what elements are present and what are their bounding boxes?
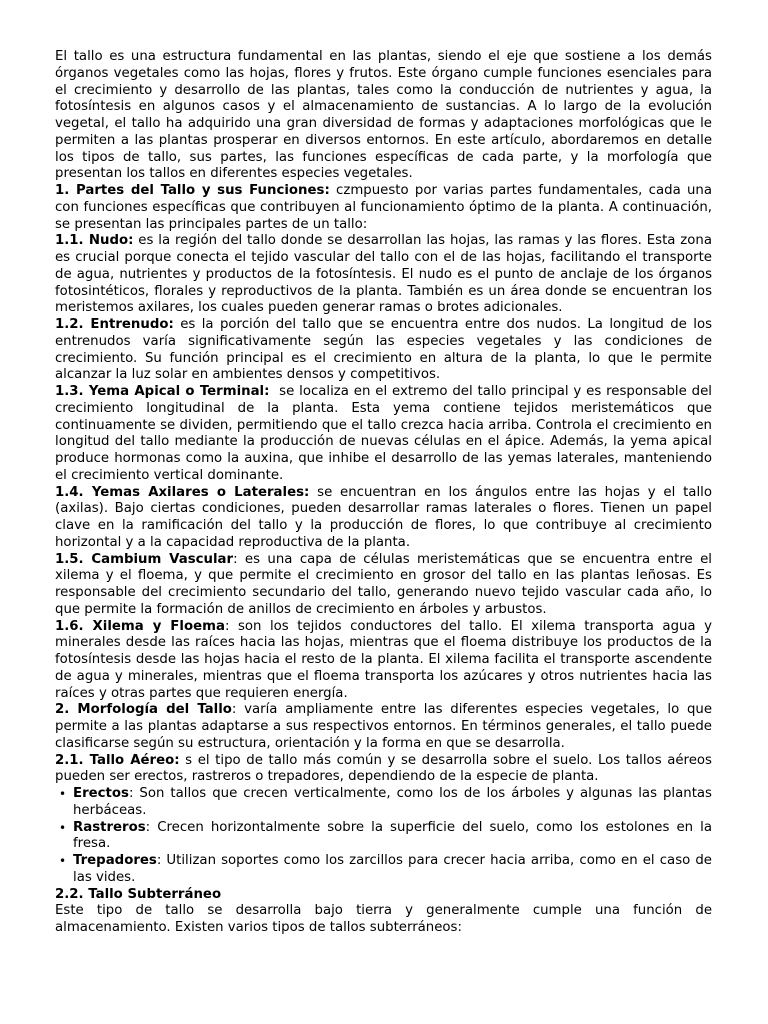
list-item [55,786,712,820]
list-item-text: : Utilizan soportes como los zarcillos para crecer hacia arriba, como en el caso de las vides. [73,853,712,885]
section-heading: 1.2. Entrenudo: [55,317,174,332]
section-entrenudo [55,317,712,384]
list-item-heading: Rastreros [73,819,146,835]
bullet-list [55,786,712,887]
section-cambium [55,552,712,619]
section-heading: 1.1. Nudo: [55,233,134,249]
section-heading: 1.6. Xilema y Floema [55,618,225,634]
document-page [55,49,717,937]
section-text: se encuentran en los ángulos entre las hojas y el tallo (axilas). Bajo ciertas condiciones, pueden desarrollar ramas laterales o flores. Tienen un papel clave en la ramificación del tallo y la producción de flores, lo que contribuye al crecimiento horizontal y a la capacidad reproductiva de la planta. [55,484,712,550]
section-yemas-axilares [55,485,712,552]
section-yema-apical [55,384,717,485]
section-text: : varía ampliamente entre las diferentes especies vegetales, lo que permite a las plantas adaptarse a sus respectivos entornos. En términos generales, el tallo puede clasificarse según su estructura, orientación y la forma en que se desarrolla. [55,702,713,751]
section-tallo-aereo [55,753,712,787]
section-text: : son los tejidos conductores del tallo. El xilema transporta agua y minerales desde las raíces hacia las hojas, mientras que el floema distribuye los productos de la fotosíntesis desde las hojas hacia el resto de la planta. El xilema facilita el transporte ascendente de agua y minerales, mientras que el floema transporta los azúcares y otros nutrientes hacia las raíces y otras partes que requieren energía. [55,618,712,701]
section-heading: 1.3. Yema Apical o Terminal: [55,384,270,399]
section-subterraneo-text: Este tipo de tallo se desarrolla bajo tierra y generalmente cumple una función de almacenamiento. Existen varios tipos de tallos subterráneos: [55,903,712,935]
section-heading: 1. Partes del Tallo y sus Funciones: [55,183,330,198]
list-item [55,820,712,854]
list-item-text: : Crecen horizontalmente sobre la superficie del suelo, como los estolones en la fresa. [73,819,712,852]
section-text: : es una capa de células meristemáticas que se encuentra entre el xilema y el floema, y que permite el crecimiento en grosor del tallo en las plantas leñosas. Es responsable del crecimiento secundario del tallo, generando nuevo tejido vascular cada año, lo que permite la formación de anillos de crecimiento en árboles y arbustos. [55,551,712,617]
list-item [55,853,712,887]
section-nudo [55,233,712,317]
bullet-icon: • [59,787,67,801]
section-xilema-floema [55,619,712,703]
list-item-heading: Erectos [73,786,129,801]
section-morfologia [55,702,712,752]
section-text: es la región del tallo donde se desarrollan las hojas, las ramas y las flores. Esta zona es crucial porque conecta el tejido vascular del tallo con el de las hojas, facilitando el transporte de agua, nutrientes y productos de la fotosíntesis. El nudo es el punto de anclaje de los órganos fotosintéticos, florales y reproductivos de la planta. También es un área donde se encuentran los meristemos axilares, los cuales pueden generar ramas o brotes adicionales. [55,233,712,316]
section-heading: 1.5. Cambium Vascular [55,551,234,567]
section-text: czmpuesto por varias partes fundamentales, cada una con funciones específicas que contribuyen al funcionamiento óptimo de la planta. A continuación, se presentan las principales partes de un tallo: [55,183,712,232]
intro-paragraph: El tallo es una estructura fundamental en las plantas, siendo el eje que sostiene a los demás órganos vegetales como las hojas, flores y frutos. Este órgano cumple funciones esenciales para el crecimiento y desarrollo de las plantas, tales como la conducción de nutrientes y agua, la fotosíntesis en algunos casos y el almacenamiento de sustancias. A lo largo de la evolución vegetal, el tallo ha adquirido una gran diversidad de formas y adaptaciones morfológicas que le permiten a las plantas prosperar en diversos entornos. En este artículo, abordaremos en detalle los tipos de tallo, sus partes, las funciones específicas de cada parte, y la morfología que presentan los tallos en diferentes especies vegetales. [55,49,712,182]
section-text: es la porción del tallo que se encuentra entre dos nudos. La longitud de los entrenudos varía significativamente según las especies vegetales y las condiciones de crecimiento. Su función principal es el crecimiento en altura de la planta, lo que le permite alcanzar la luz solar en ambientes densos y competitivos. [55,317,713,383]
bullet-icon: • [59,820,67,835]
section-heading: 2.1. Tallo Aéreo: [55,752,180,768]
bullet-icon: • [59,854,67,868]
section-heading: 1.4. Yemas Axilares o Laterales: [55,484,310,500]
list-item-text: : Son tallos que crecen verticalmente, como los de los árboles y algunas las plantas herbáceas. [73,786,712,818]
list-item-heading: Trepadores [73,853,157,868]
section-heading: 2.2. Tallo Subterráneo [55,886,222,902]
section-subterraneo-heading [55,887,712,904]
section-heading: 2. Morfología del Tallo [55,702,232,718]
section-text: se localiza en el extremo del tallo principal y es responsable del crecimiento longitudinal de la planta. Esta yema contiene tejidos meristemáticos que continuamente se dividen, permitiendo que el tallo crezca hacia arriba. Controla el crecimiento en longitud del tallo mediante la producción de nuevas células en el ápice. Además, la yema apical produce hormonas como la auxina, que inhibe el desarrollo de las yemas laterales, manteniendo el crecimiento vertical dominante. [55,384,717,483]
section-partes [55,183,712,233]
section-text: s el tipo de tallo más común y se desarrolla sobre el suelo. Los tallos aéreos pueden ser erectos, rastreros o trepadores, dependiendo de la especie de planta. [55,752,712,785]
